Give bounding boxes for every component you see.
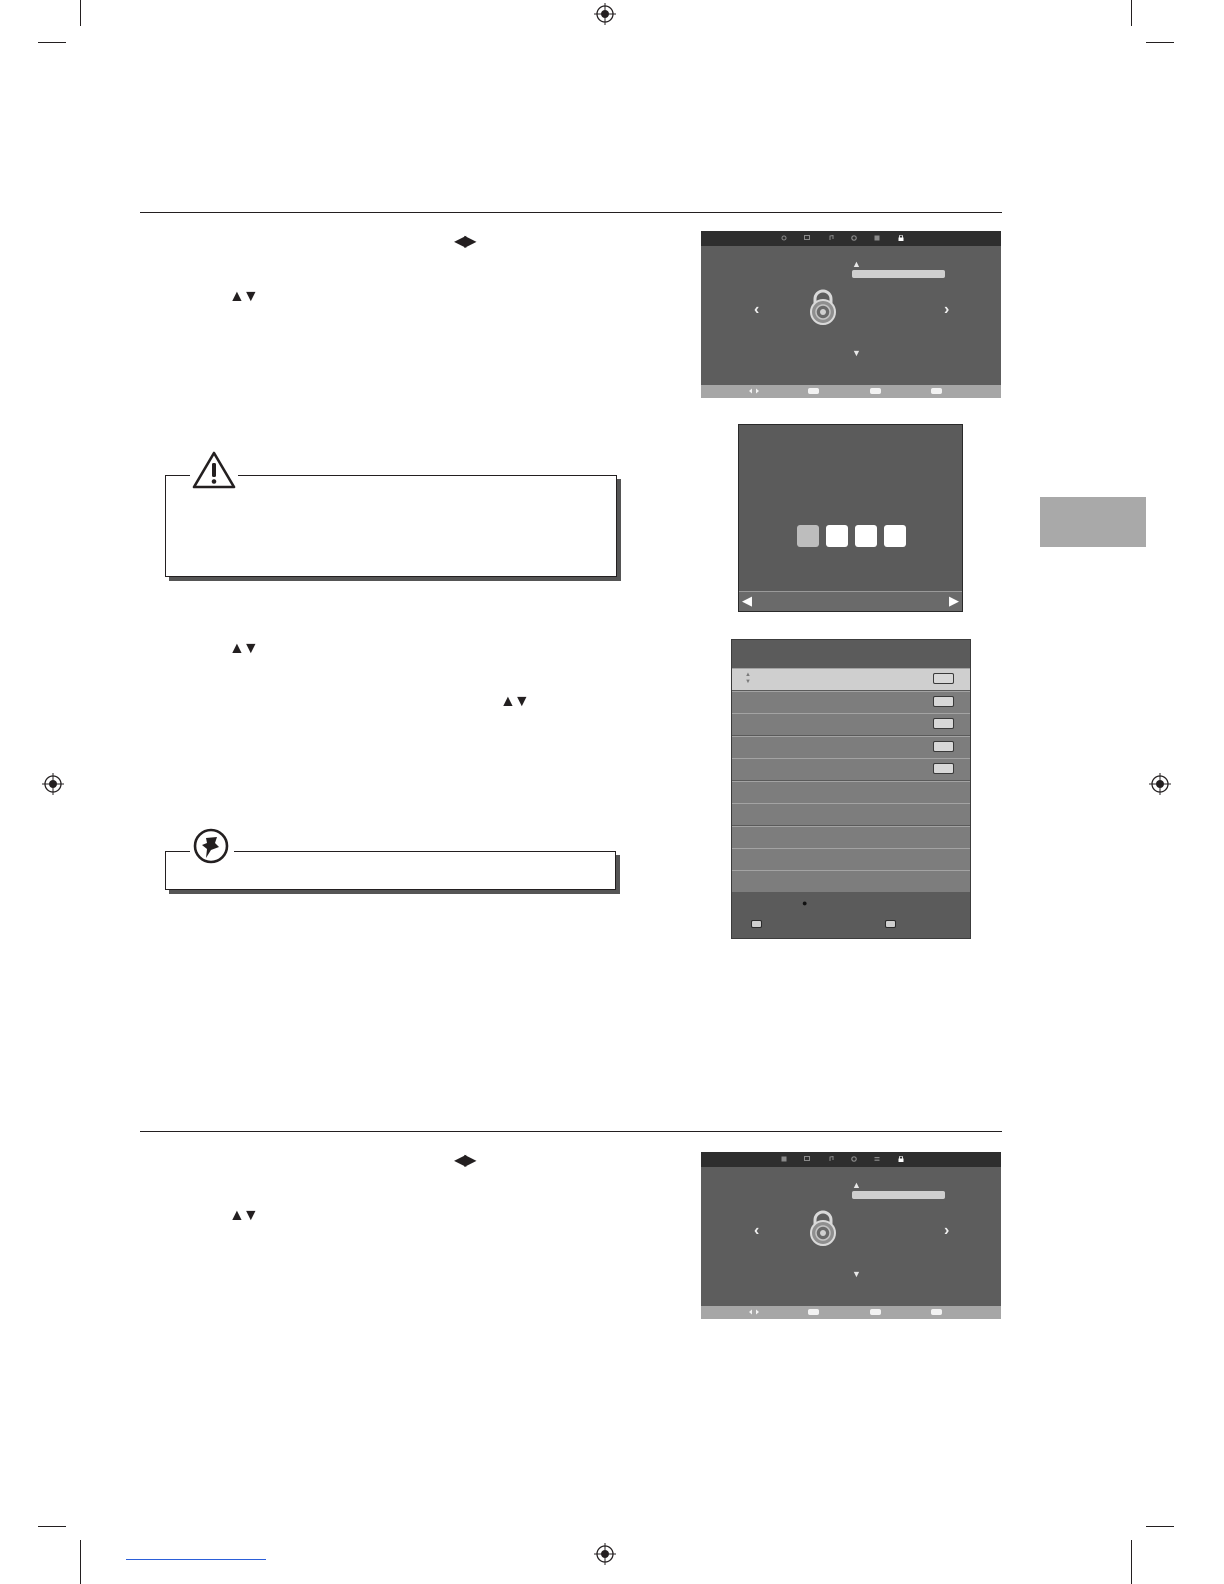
registration-mark-icon [594, 1543, 616, 1565]
registration-mark-icon [594, 3, 616, 25]
up-down-arrows-icon: ▲▼ [229, 288, 257, 305]
menu-help-bar [701, 385, 1001, 398]
picture-icon[interactable] [781, 235, 787, 241]
crop-mark [38, 1526, 66, 1527]
screen-icon[interactable] [804, 1156, 810, 1162]
help-key [870, 1309, 881, 1315]
picture-icon[interactable] [781, 1156, 787, 1162]
grid-icon[interactable] [874, 235, 880, 241]
list-row[interactable] [732, 713, 970, 735]
list-row[interactable] [732, 736, 970, 758]
list-row[interactable] [732, 758, 970, 780]
selected-menu-item[interactable] [852, 1191, 945, 1199]
help-key [931, 1309, 942, 1315]
list-row[interactable] [732, 668, 970, 690]
list-row[interactable] [732, 848, 970, 870]
row-toggle-button[interactable] [933, 673, 954, 684]
lock-icon[interactable] [898, 235, 904, 241]
up-down-arrows-icon: ▲▼ [229, 640, 257, 657]
warning-triangle-icon [190, 449, 238, 491]
section-divider [140, 212, 1002, 213]
section-divider [140, 1131, 1002, 1132]
pin-digit-box[interactable] [826, 525, 848, 547]
help-key [870, 388, 881, 394]
list-row[interactable] [732, 781, 970, 803]
music-icon[interactable] [828, 235, 834, 241]
pin-digit-box[interactable] [855, 525, 877, 547]
nav-left-icon[interactable]: ◀ [742, 593, 752, 608]
help-key [808, 388, 819, 394]
selected-menu-item[interactable] [852, 270, 945, 278]
settings-icon[interactable] [851, 1156, 857, 1162]
grid-icon[interactable] [874, 1156, 880, 1162]
pushpin-icon [190, 826, 234, 866]
list-row[interactable] [732, 803, 970, 825]
padlock-icon [805, 1210, 841, 1250]
crop-mark [80, 0, 81, 26]
row-toggle-button[interactable] [933, 696, 954, 707]
arrow-up-icon: ▲ [852, 1180, 861, 1190]
footer-key[interactable] [751, 920, 762, 928]
pin-digit-box[interactable] [797, 525, 819, 547]
menu-tab-bar [701, 231, 1001, 246]
crop-mark [1131, 1540, 1132, 1584]
pin-nav-bar [739, 591, 962, 611]
nav-right-icon[interactable]: ▶ [949, 593, 959, 608]
row-toggle-button[interactable] [933, 741, 954, 752]
list-row[interactable] [732, 691, 970, 713]
list-dot-icon: ● [802, 898, 808, 908]
pin-entry-screen [738, 424, 963, 612]
chevron-right-icon[interactable]: › [944, 1222, 950, 1239]
help-key [931, 388, 942, 394]
crop-mark [1146, 42, 1174, 43]
crop-mark [38, 42, 66, 43]
left-right-arrows-icon: ◀▶ [454, 233, 475, 250]
chevron-left-icon[interactable]: ‹ [754, 1222, 760, 1239]
row-toggle-button[interactable] [933, 763, 954, 774]
lock-icon[interactable] [898, 1156, 904, 1162]
settings-icon[interactable] [851, 235, 857, 241]
crop-mark [1146, 1526, 1174, 1527]
left-right-arrows-icon: ◀▶ [454, 1152, 475, 1169]
help-key [808, 1309, 819, 1315]
move-icon [748, 388, 760, 394]
list-row[interactable] [732, 826, 970, 848]
lock-menu-screen-2 [701, 1152, 1001, 1319]
menu-tab-bar [701, 1152, 1001, 1167]
padlock-icon [805, 289, 841, 329]
crop-mark [1131, 0, 1132, 26]
arrow-down-icon: ▼ [852, 348, 861, 358]
list-row[interactable] [732, 870, 970, 892]
arrow-up-icon: ▲ [852, 259, 861, 269]
lock-menu-screen [701, 231, 1001, 398]
crop-mark [80, 1540, 81, 1584]
registration-mark-icon [1149, 773, 1171, 795]
move-icon [748, 1309, 760, 1315]
arrow-down-icon: ▼ [852, 1269, 861, 1279]
lock-list-screen [731, 639, 971, 939]
menu-help-bar [701, 1306, 1001, 1319]
note-icon-holder [190, 826, 234, 866]
chapter-tab [1040, 497, 1146, 547]
row-toggle-button[interactable] [933, 718, 954, 729]
row-up-down-icon: ▲▼ [745, 672, 751, 685]
up-down-arrows-icon: ▲▼ [500, 693, 528, 710]
registration-mark-icon [42, 773, 64, 795]
pin-digit-box[interactable] [884, 525, 906, 547]
chevron-left-icon[interactable]: ‹ [754, 301, 760, 318]
up-down-arrows-icon: ▲▼ [229, 1207, 257, 1224]
music-icon[interactable] [828, 1156, 834, 1162]
screen-icon[interactable] [804, 235, 810, 241]
chevron-right-icon[interactable]: › [944, 301, 950, 318]
footer-key[interactable] [885, 920, 896, 928]
warning-icon-holder [190, 449, 238, 491]
footer-link-underline [126, 1559, 266, 1560]
